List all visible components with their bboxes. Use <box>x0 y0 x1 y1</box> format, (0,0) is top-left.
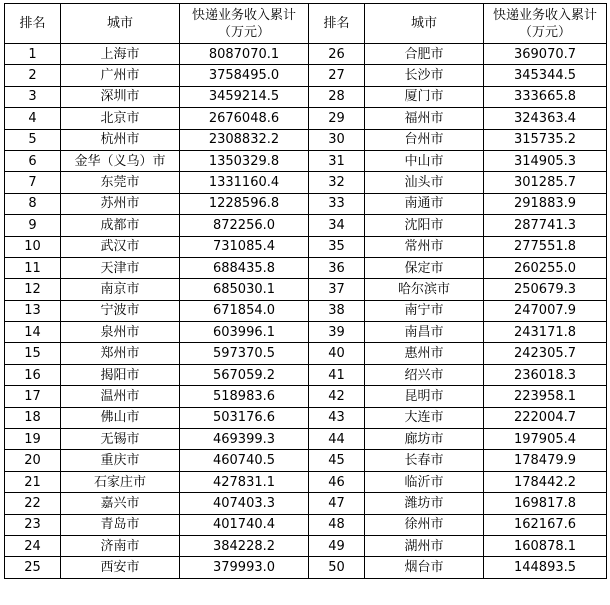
right-city-cell: 长沙市 <box>365 65 484 86</box>
right-city-cell: 保定市 <box>365 257 484 278</box>
left-rank-cell: 4 <box>5 108 61 129</box>
left-rank-cell: 8 <box>5 193 61 214</box>
table-row <box>5 44 607 65</box>
left-rank-cell: 15 <box>5 343 61 364</box>
right-rank-cell: 48 <box>309 514 365 535</box>
left-revenue-cell: 685030.1 <box>180 279 309 300</box>
right-rank-cell: 46 <box>309 471 365 492</box>
left-rank-cell: 3 <box>5 86 61 107</box>
table-row <box>5 300 607 321</box>
right-revenue-cell: 324363.4 <box>484 108 607 129</box>
right-revenue-cell: 250679.3 <box>484 279 607 300</box>
left-city-cell: 无锡市 <box>61 429 180 450</box>
right-rank-cell: 32 <box>309 172 365 193</box>
left-city-cell: 重庆市 <box>61 450 180 471</box>
table-row <box>5 108 607 129</box>
left-city-cell: 深圳市 <box>61 86 180 107</box>
right-city-cell: 惠州市 <box>365 343 484 364</box>
right-city-cell: 临沂市 <box>365 471 484 492</box>
left-rank-cell: 9 <box>5 215 61 236</box>
left-revenue-cell: 503176.6 <box>180 407 309 428</box>
right-rank-cell: 40 <box>309 343 365 364</box>
express-revenue-ranking-table <box>4 3 607 579</box>
right-city-cell: 哈尔滨市 <box>365 279 484 300</box>
right-rank-cell: 27 <box>309 65 365 86</box>
table-row <box>5 557 607 578</box>
right-revenue-cell: 315735.2 <box>484 129 607 150</box>
right-city-cell: 绍兴市 <box>365 364 484 385</box>
left-city-cell: 揭阳市 <box>61 364 180 385</box>
table-row <box>5 129 607 150</box>
right-city-cell: 合肥市 <box>365 44 484 65</box>
right-revenue-cell: 287741.3 <box>484 215 607 236</box>
right-revenue-cell: 242305.7 <box>484 343 607 364</box>
table-row <box>5 172 607 193</box>
left-city-cell: 石家庄市 <box>61 471 180 492</box>
right-city-cell: 南通市 <box>365 193 484 214</box>
table-row <box>5 86 607 107</box>
left-revenue-cell: 567059.2 <box>180 364 309 385</box>
right-rank-cell: 38 <box>309 300 365 321</box>
left-revenue-cell: 731085.4 <box>180 236 309 257</box>
header-rank-left: 排名 <box>5 4 61 44</box>
right-revenue-cell: 169817.8 <box>484 493 607 514</box>
right-revenue-cell: 178479.9 <box>484 450 607 471</box>
table-row <box>5 386 607 407</box>
left-city-cell: 杭州市 <box>61 129 180 150</box>
header-revenue-right <box>484 4 607 44</box>
table-row <box>5 322 607 343</box>
left-revenue-cell: 688435.8 <box>180 257 309 278</box>
left-rank-cell: 1 <box>5 44 61 65</box>
left-rank-cell: 23 <box>5 514 61 535</box>
table-row <box>5 407 607 428</box>
left-rank-cell: 19 <box>5 429 61 450</box>
right-city-cell: 昆明市 <box>365 386 484 407</box>
right-city-cell: 南宁市 <box>365 300 484 321</box>
table-row <box>5 193 607 214</box>
right-city-cell: 厦门市 <box>365 86 484 107</box>
left-city-cell: 苏州市 <box>61 193 180 214</box>
left-city-cell: 上海市 <box>61 44 180 65</box>
header-revenue-line2: （万元） <box>217 24 270 40</box>
left-city-cell: 南京市 <box>61 279 180 300</box>
right-revenue-cell: 345344.5 <box>484 65 607 86</box>
table-row <box>5 343 607 364</box>
left-rank-cell: 6 <box>5 150 61 171</box>
left-revenue-cell: 379993.0 <box>180 557 309 578</box>
right-revenue-cell: 369070.7 <box>484 44 607 65</box>
left-city-cell: 嘉兴市 <box>61 493 180 514</box>
left-revenue-cell: 518983.6 <box>180 386 309 407</box>
left-city-cell: 东莞市 <box>61 172 180 193</box>
right-revenue-cell: 223958.1 <box>484 386 607 407</box>
right-revenue-cell: 247007.9 <box>484 300 607 321</box>
left-rank-cell: 17 <box>5 386 61 407</box>
left-rank-cell: 24 <box>5 535 61 556</box>
right-rank-cell: 41 <box>309 364 365 385</box>
left-revenue-cell: 1350329.8 <box>180 150 309 171</box>
table-body <box>5 44 607 579</box>
left-rank-cell: 13 <box>5 300 61 321</box>
right-revenue-cell: 162167.6 <box>484 514 607 535</box>
left-rank-cell: 14 <box>5 322 61 343</box>
left-rank-cell: 18 <box>5 407 61 428</box>
left-revenue-cell: 407403.3 <box>180 493 309 514</box>
right-city-cell: 潍坊市 <box>365 493 484 514</box>
right-rank-cell: 47 <box>309 493 365 514</box>
left-revenue-cell: 8087070.1 <box>180 44 309 65</box>
right-revenue-cell: 277551.8 <box>484 236 607 257</box>
left-revenue-cell: 427831.1 <box>180 471 309 492</box>
right-rank-cell: 31 <box>309 150 365 171</box>
left-rank-cell: 10 <box>5 236 61 257</box>
header-city-left: 城市 <box>61 4 180 44</box>
left-rank-cell: 5 <box>5 129 61 150</box>
right-revenue-cell: 222004.7 <box>484 407 607 428</box>
left-city-cell: 天津市 <box>61 257 180 278</box>
right-city-cell: 大连市 <box>365 407 484 428</box>
table-row <box>5 471 607 492</box>
left-city-cell: 泉州市 <box>61 322 180 343</box>
right-city-cell: 福州市 <box>365 108 484 129</box>
right-rank-cell: 37 <box>309 279 365 300</box>
header-revenue-line2: （万元） <box>518 24 571 40</box>
left-revenue-cell: 3758495.0 <box>180 65 309 86</box>
right-revenue-cell: 291883.9 <box>484 193 607 214</box>
left-revenue-cell: 2308832.2 <box>180 129 309 150</box>
right-city-cell: 台州市 <box>365 129 484 150</box>
left-rank-cell: 20 <box>5 450 61 471</box>
left-revenue-cell: 872256.0 <box>180 215 309 236</box>
right-revenue-cell: 301285.7 <box>484 172 607 193</box>
right-rank-cell: 50 <box>309 557 365 578</box>
left-revenue-cell: 384228.2 <box>180 535 309 556</box>
right-revenue-cell: 144893.5 <box>484 557 607 578</box>
right-city-cell: 廊坊市 <box>365 429 484 450</box>
right-city-cell: 南昌市 <box>365 322 484 343</box>
right-rank-cell: 28 <box>309 86 365 107</box>
right-revenue-cell: 260255.0 <box>484 257 607 278</box>
left-revenue-cell: 2676048.6 <box>180 108 309 129</box>
table-row <box>5 65 607 86</box>
left-city-cell: 济南市 <box>61 535 180 556</box>
right-rank-cell: 33 <box>309 193 365 214</box>
right-rank-cell: 36 <box>309 257 365 278</box>
right-city-cell: 中山市 <box>365 150 484 171</box>
left-rank-cell: 11 <box>5 257 61 278</box>
right-rank-cell: 34 <box>309 215 365 236</box>
table-row <box>5 493 607 514</box>
header-revenue-line1: 快递业务收入累计 <box>191 7 296 23</box>
table-row <box>5 429 607 450</box>
left-city-cell: 成都市 <box>61 215 180 236</box>
right-revenue-cell: 160878.1 <box>484 535 607 556</box>
right-rank-cell: 44 <box>309 429 365 450</box>
table-row <box>5 150 607 171</box>
table-row <box>5 450 607 471</box>
right-revenue-cell: 333665.8 <box>484 86 607 107</box>
left-city-cell: 青岛市 <box>61 514 180 535</box>
left-city-cell: 武汉市 <box>61 236 180 257</box>
header-city-right: 城市 <box>365 4 484 44</box>
right-city-cell: 湖州市 <box>365 535 484 556</box>
right-rank-cell: 35 <box>309 236 365 257</box>
left-revenue-cell: 469399.3 <box>180 429 309 450</box>
left-rank-cell: 25 <box>5 557 61 578</box>
right-city-cell: 沈阳市 <box>365 215 484 236</box>
left-revenue-cell: 1331160.4 <box>180 172 309 193</box>
right-rank-cell: 43 <box>309 407 365 428</box>
right-revenue-cell: 236018.3 <box>484 364 607 385</box>
table-row <box>5 279 607 300</box>
table-row <box>5 236 607 257</box>
header-row <box>5 4 607 44</box>
left-revenue-cell: 401740.4 <box>180 514 309 535</box>
right-revenue-cell: 314905.3 <box>484 150 607 171</box>
left-city-cell: 西安市 <box>61 557 180 578</box>
right-rank-cell: 42 <box>309 386 365 407</box>
right-rank-cell: 30 <box>309 129 365 150</box>
right-rank-cell: 26 <box>309 44 365 65</box>
left-rank-cell: 7 <box>5 172 61 193</box>
left-rank-cell: 21 <box>5 471 61 492</box>
left-revenue-cell: 603996.1 <box>180 322 309 343</box>
right-revenue-cell: 197905.4 <box>484 429 607 450</box>
left-city-cell: 金华（义乌）市 <box>61 150 180 171</box>
header-revenue-line1: 快递业务收入累计 <box>492 7 597 23</box>
right-rank-cell: 39 <box>309 322 365 343</box>
left-revenue-cell: 460740.5 <box>180 450 309 471</box>
left-revenue-cell: 597370.5 <box>180 343 309 364</box>
table-row <box>5 364 607 385</box>
right-city-cell: 汕头市 <box>365 172 484 193</box>
left-revenue-cell: 1228596.8 <box>180 193 309 214</box>
right-rank-cell: 49 <box>309 535 365 556</box>
left-rank-cell: 16 <box>5 364 61 385</box>
left-city-cell: 郑州市 <box>61 343 180 364</box>
right-rank-cell: 45 <box>309 450 365 471</box>
table-row <box>5 514 607 535</box>
left-rank-cell: 22 <box>5 493 61 514</box>
right-city-cell: 烟台市 <box>365 557 484 578</box>
left-rank-cell: 12 <box>5 279 61 300</box>
table-row <box>5 215 607 236</box>
left-city-cell: 温州市 <box>61 386 180 407</box>
right-city-cell: 长春市 <box>365 450 484 471</box>
left-revenue-cell: 671854.0 <box>180 300 309 321</box>
table-row <box>5 535 607 556</box>
right-revenue-cell: 243171.8 <box>484 322 607 343</box>
right-city-cell: 徐州市 <box>365 514 484 535</box>
left-city-cell: 佛山市 <box>61 407 180 428</box>
right-rank-cell: 29 <box>309 108 365 129</box>
header-revenue-left <box>180 4 309 44</box>
left-revenue-cell: 3459214.5 <box>180 86 309 107</box>
header-rank-right: 排名 <box>309 4 365 44</box>
left-city-cell: 宁波市 <box>61 300 180 321</box>
left-rank-cell: 2 <box>5 65 61 86</box>
table-row <box>5 257 607 278</box>
left-city-cell: 北京市 <box>61 108 180 129</box>
left-city-cell: 广州市 <box>61 65 180 86</box>
right-revenue-cell: 178442.2 <box>484 471 607 492</box>
right-city-cell: 常州市 <box>365 236 484 257</box>
